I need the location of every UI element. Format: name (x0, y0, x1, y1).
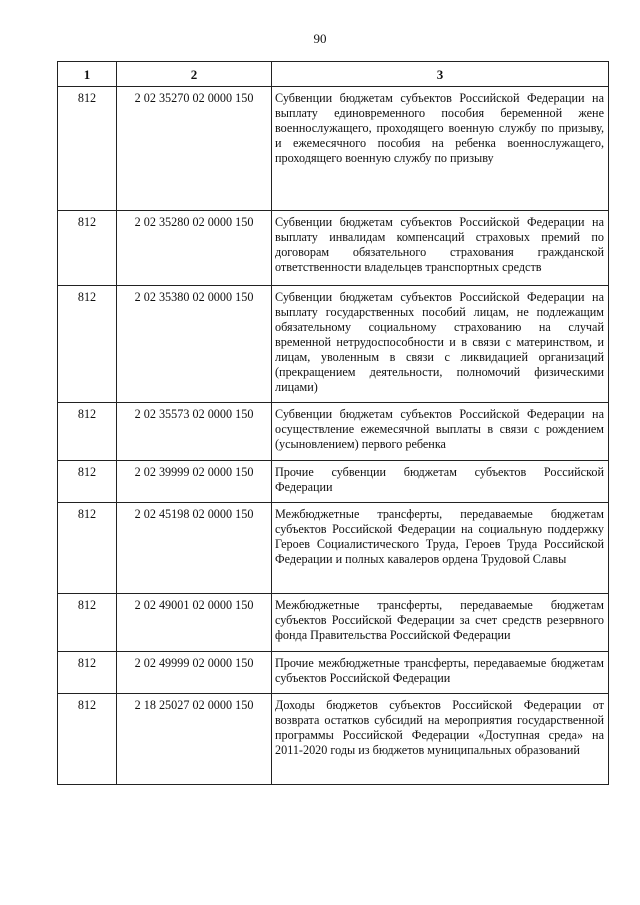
admin-code: 812 (58, 403, 117, 461)
budget-code: 2 02 49999 02 0000 150 (117, 652, 272, 694)
income-description: Прочие межбюджетные трансферты, передаваемые бюджетам субъектов Российской Федерации (272, 652, 609, 694)
table-row (58, 503, 609, 594)
income-description: Межбюджетные трансферты, передаваемые бюджетам субъектов Российской Федерации на социальную поддержку Героев Социалистического Труда, Героев Труда Российской Федерации и полных кавалеров ордена Трудовой Славы (272, 503, 609, 594)
table-row (58, 286, 609, 403)
table-row (58, 211, 609, 286)
income-description: Субвенции бюджетам субъектов Российской Федерации на выплату единовременного пособия беременной жене военнослужащего, проходящего военную службу по призыву, и ежемесячного пособия на ребенка военнослужащего, проходящего военную службу по призыву (272, 87, 609, 211)
income-description: Субвенции бюджетам субъектов Российской Федерации на осуществление ежемесячной выплаты в связи с рождением (усыновлением) первого ребенка (272, 403, 609, 461)
admin-code: 812 (58, 694, 117, 785)
budget-code: 2 18 25027 02 0000 150 (117, 694, 272, 785)
admin-code: 812 (58, 652, 117, 694)
budget-code: 2 02 39999 02 0000 150 (117, 461, 272, 503)
header-col-3: 3 (272, 62, 609, 87)
income-description: Доходы бюджетов субъектов Российской Федерации от возврата остатков субсидий на мероприятия государственной программы Российской Федерации «Доступная среда» на 2011-2020 годы из бюджетов муниципальных образований (272, 694, 609, 785)
budget-classification-table (57, 61, 609, 785)
table-row (58, 594, 609, 652)
budget-code: 2 02 45198 02 0000 150 (117, 503, 272, 594)
income-description: Межбюджетные трансферты, передаваемые бюджетам субъектов Российской Федерации за счет средств резервного фонда Правительства Российской Федерации (272, 594, 609, 652)
income-description: Субвенции бюджетам субъектов Российской Федерации на выплату инвалидам компенсаций страховых премий по договорам обязательного страхования гражданской ответственности владельцев транспортных средств (272, 211, 609, 286)
admin-code: 812 (58, 211, 117, 286)
budget-code: 2 02 35270 02 0000 150 (117, 87, 272, 211)
admin-code: 812 (58, 87, 117, 211)
header-col-2: 2 (117, 62, 272, 87)
table-row (58, 87, 609, 211)
budget-code: 2 02 35573 02 0000 150 (117, 403, 272, 461)
admin-code: 812 (58, 594, 117, 652)
admin-code: 812 (58, 286, 117, 403)
budget-code: 2 02 49001 02 0000 150 (117, 594, 272, 652)
header-col-1: 1 (58, 62, 117, 87)
table-row (58, 652, 609, 694)
admin-code: 812 (58, 461, 117, 503)
budget-code: 2 02 35280 02 0000 150 (117, 211, 272, 286)
table-row (58, 461, 609, 503)
page-number: 90 (313, 31, 327, 46)
budget-code: 2 02 35380 02 0000 150 (117, 286, 272, 403)
table-row (58, 694, 609, 785)
income-description: Субвенции бюджетам субъектов Российской Федерации на выплату государственных пособий лицам, не подлежащим обязательному социальному страхованию на случай временной нетрудоспособности и в связи с материнством, и лицам, уволенным в связи с ликвидацией организаций (прекращением деятельности, полномочий физическими лицами) (272, 286, 609, 403)
income-description: Прочие субвенции бюджетам субъектов Российской Федерации (272, 461, 609, 503)
table-header-row (58, 62, 609, 87)
table-row (58, 403, 609, 461)
admin-code: 812 (58, 503, 117, 594)
